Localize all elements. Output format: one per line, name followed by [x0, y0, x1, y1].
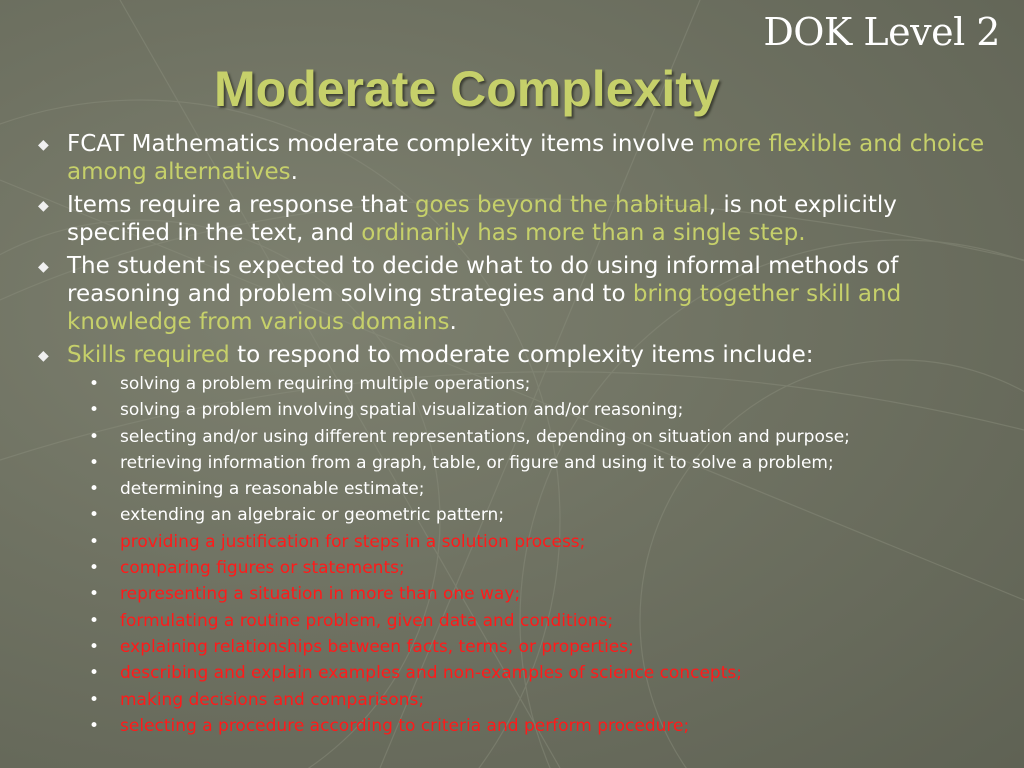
- bullet-highlight: ordinarily has more than a single step: [361, 220, 799, 246]
- bullet-text: FCAT Mathematics moderate complexity items involve: [67, 131, 702, 157]
- dot-bullet-icon: •: [89, 558, 100, 579]
- skill-item: • retrieving information from a graph, table, or figure and using it to solve a problem;: [67, 450, 1004, 476]
- dot-bullet-icon: •: [89, 636, 100, 657]
- dot-bullet-icon: •: [89, 715, 100, 736]
- dot-bullet-icon: •: [89, 531, 100, 552]
- skill-item: • solving a problem requiring multiple operations;: [67, 371, 1004, 397]
- dot-bullet-icon: •: [89, 610, 100, 631]
- slide-title: Moderate Complexity: [214, 61, 720, 117]
- bullet-text: The student is expected to decide what to do using informal methods of reasoning and problem solving strategies and to: [67, 253, 899, 307]
- bullet-text: , is not explicitly specified in the text, and: [67, 192, 897, 246]
- skill-item-added: • making decisions and comparisons;: [67, 687, 1004, 713]
- skill-item-added: • explaining relationships between facts, terms, or properties;: [67, 634, 1004, 660]
- skill-item: • solving a problem involving spatial visualization and/or reasoning;: [67, 397, 1004, 423]
- dot-bullet-icon: •: [89, 479, 100, 500]
- dot-bullet-icon: •: [89, 452, 100, 473]
- dot-bullet-icon: •: [89, 689, 100, 710]
- diamond-bullet-icon: ◆: [38, 137, 49, 153]
- skill-item-added: • selecting a procedure according to criteria and perform procedure;: [67, 713, 1004, 739]
- bullet-item-flexibility: [36, 130, 1004, 186]
- diamond-bullet-icon: ◆: [38, 348, 49, 364]
- dot-bullet-icon: •: [89, 663, 100, 684]
- dot-bullet-icon: •: [89, 426, 100, 447]
- diamond-bullet-icon: ◆: [38, 259, 49, 275]
- bullet-text: to respond to moderate complexity items include:: [229, 342, 814, 368]
- bullet-text: .: [798, 220, 806, 246]
- bullet-text: .: [449, 309, 457, 335]
- skills-list: [67, 371, 1004, 739]
- bullet-item-skills: [36, 341, 1004, 739]
- bullet-text: .: [290, 159, 298, 185]
- skill-item-added: • providing a justification for steps in a solution process;: [67, 529, 1004, 555]
- dot-bullet-icon: •: [89, 400, 100, 421]
- main-bullet-list: [36, 130, 1004, 744]
- skill-item-added: • describing and explain examples and non-examples of science concepts;: [67, 660, 1004, 686]
- skill-item: • extending an algebraic or geometric pattern;: [67, 502, 1004, 528]
- bullet-highlight: goes beyond the habitual: [414, 192, 709, 218]
- bullet-text: Items require a response that: [67, 192, 415, 218]
- diamond-bullet-icon: ◆: [38, 198, 49, 214]
- dot-bullet-icon: •: [89, 584, 100, 605]
- bullet-item-response: [36, 191, 1004, 247]
- skill-item: • selecting and/or using different representations, depending on situation and purpose;: [67, 424, 1004, 450]
- dot-bullet-icon: •: [89, 374, 100, 394]
- bullet-item-reasoning: [36, 252, 1004, 336]
- skill-item: • determining a reasonable estimate;: [67, 476, 1004, 502]
- bullet-highlight: Skills required: [67, 342, 230, 368]
- skill-item-added: • representing a situation in more than one way;: [67, 581, 1004, 607]
- bullet-highlight: more flexible and choice among alternatives: [67, 131, 985, 185]
- bullet-highlight: bring together skill and knowledge from various domains: [67, 281, 902, 335]
- dok-level-label: DOK Level 2: [763, 10, 1000, 54]
- dot-bullet-icon: •: [89, 505, 100, 526]
- skill-item-added: • formulating a routine problem, given data and conditions;: [67, 608, 1004, 634]
- skill-item-added: • comparing figures or statements;: [67, 555, 1004, 581]
